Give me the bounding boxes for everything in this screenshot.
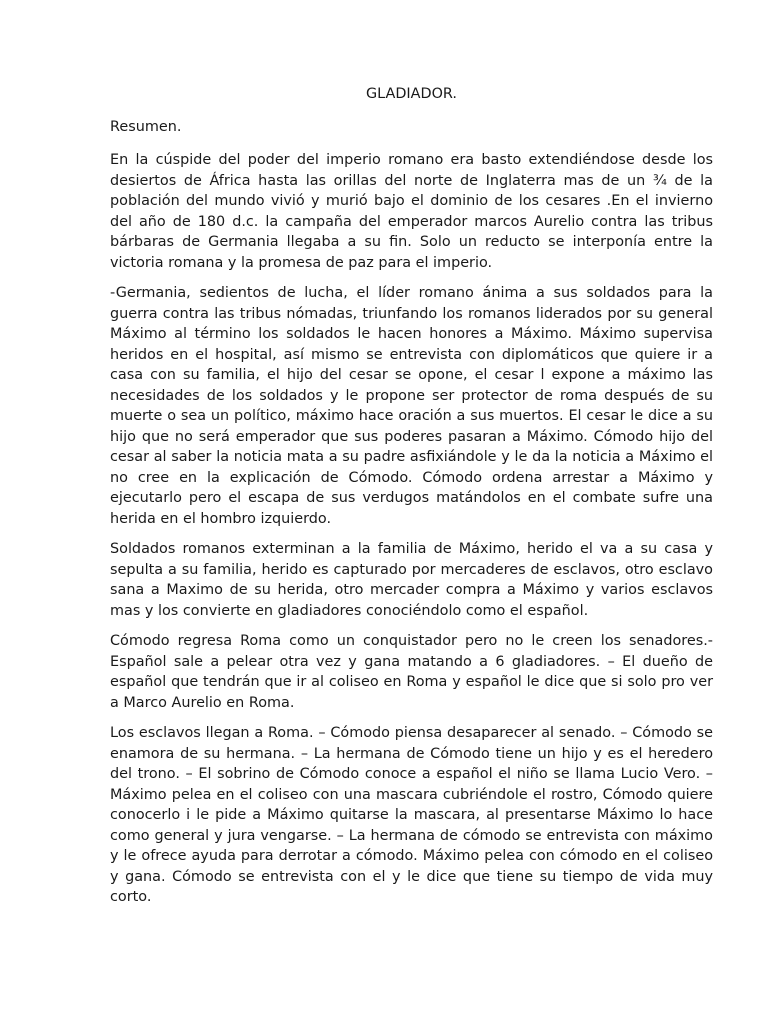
- paragraph-intro: En la cúspide del poder del imperio romano era basto extendiéndose desde los desiertos de África hasta las orillas del norte de Inglaterra mas de un ¾ de la población del mundo vivió y murió bajo el dominio de los cesares .En el invierno del año de 180 d.c. la campaña del emperador marcos Aurelio contra las tribus bárbaras de Germania llegaba a su fin. Solo un reducto se interponía entre la victoria romana y la promesa de paz para el imperio.: [110, 152, 713, 271]
- paragraph-slavery: Soldados romanos exterminan a la familia de Máximo, herido el va a su casa y sepulta a su familia, herido es capturado por mercaderes de esclavos, otro esclavo sana a Maximo de su herida, otro mercader compra a Máximo y varios esclavos mas y los convierte en gladiadores conociéndolo como el español.: [110, 541, 713, 619]
- paragraph-rome: Los esclavos llegan a Roma. – Cómodo piensa desaparecer al senado. – Cómodo se enamora de su hermana. – La hermana de Cómodo tiene un hijo y es el heredero del trono. – El sobrino de Cómodo conoce a español el niño se llama Lucio Vero. – Máximo pelea en el coliseo con una mascara cubriéndole el rostro, Cómodo quiere conocerlo i le pide a Máximo quitarse la mascara, al presentarse Máximo lo hace como general y jura vengarse. – La hermana de cómodo se entrevista con máximo y le ofrece ayuda para derrotar a cómodo. Máximo pelea con cómodo en el coliseo y gana. Cómodo se entrevista con el y le dice que tiene su tiempo de vida muy corto.: [110, 725, 713, 905]
- document-body: [110, 84, 713, 918]
- paragraph-germania: -Germania, sedientos de lucha, el líder romano ánima a sus soldados para la guerra contra las tribus nómadas, triunfando los romanos liderados por su general Máximo al término los soldados le hacen honores a Máximo. Máximo supervisa heridos en el hospital, así mismo se entrevista con diplomáticos que quiere ir a casa con su familia, el hijo del cesar se opone, el cesar l expone a máximo las necesidades de los soldados y le propone ser protector de roma después de su muerte o sea un político, máximo hace oración a sus muertos. El cesar le dice a su hijo que no será emperador que sus poderes pasaran a Máximo. Cómodo hijo del cesar al saber la noticia mata a su padre asfixiándole y le da la noticia a Máximo el no cree en la explicación de Cómodo. Cómodo ordena arrestar a Máximo y ejecutarlo pero el escapa de sus verdugos matándolos en el combate sufre una herida en el hombro izquierdo.: [110, 285, 713, 527]
- document-subtitle: Resumen.: [110, 118, 182, 135]
- paragraph-comodo-return: Cómodo regresa Roma como un conquistador pero no le creen los senadores.-Español sale a pelear otra vez y gana matando a 6 gladiadores. – El dueño de español que tendrán que ir al coliseo en Roma y español le dice que si solo pro ver a Marco Aurelio en Roma.: [110, 633, 713, 711]
- document-title: GLADIADOR.: [366, 86, 457, 102]
